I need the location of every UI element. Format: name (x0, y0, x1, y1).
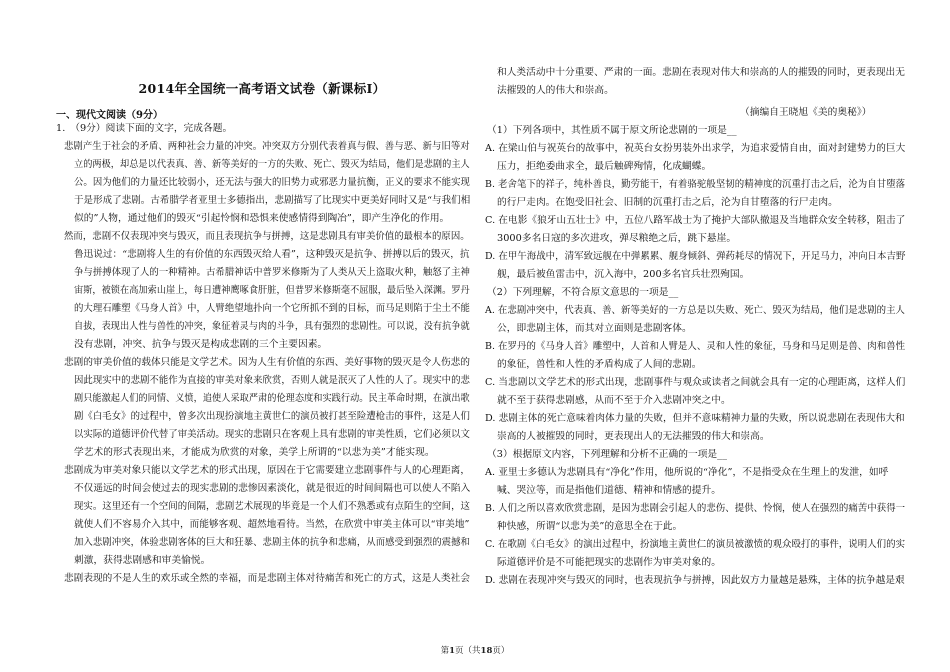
text-line: 悲剧表现的不是人生的欢乐或全然的幸福，而是悲剧主体对待痛苦和死亡的方式，这是人类社会 (64, 573, 470, 584)
option-line: 的象征，兽性和人性的矛盾构成了人间的悲剧。 (497, 359, 702, 370)
text-line: 公。因为他们的力量还比较弱小，还无法与强大的旧势力或邪恶力量抗衡，正义的要求不能实现 (74, 177, 470, 188)
footer-middle: 页（共 (455, 646, 481, 656)
option-line: 际道德评价是不可能把现实的悲剧作为审美对象的。 (497, 557, 721, 568)
option-line: A. 亚里士多德认为悲剧具有“净化”作用，他所说的“净化”，不是指受众在生理上的发泄，如呼 (485, 467, 889, 478)
text-line: 剧只能激起人们的同情、义愤，追使人采取严肃的伦理态度和实践行动。民主革命时期，在演出歌 (74, 393, 470, 404)
question-stem: （2）下列理解，不符合原文意思的一项是__ (487, 287, 679, 298)
option-line: C. 在歌剧《白毛女》的演出过程中，扮演地主黄世仁的演员被激愤的观众殴打的事件，说明人们的实 (485, 539, 906, 550)
text-line: 不仅遥远的时间会使过去的现实悲剧的悲惨因素淡化，就是很近的时间间隔也可以使人不陷入 (74, 483, 471, 494)
option-line: A. 在悲剧冲突中，代表真、善、新等美好的一方总是以失败、死亡、毁灭为结局，他们是悲剧的主人 (485, 305, 906, 316)
text-line: 然而，悲剧不仅表现冲突与毁灭，而且表现抗争与拼搏，这是悲剧具有审美价值的最根本的原因。 (64, 231, 470, 242)
option-line: 喊、哭泣等，而是指他们道德、精神和情感的提升。 (497, 485, 721, 496)
option-line: 的行尸走肉。在饱受旧社会、旧制的沉重打击之后，沦为自甘堕落的行尸走肉。 (497, 197, 838, 208)
option-line: C. 在电影《狼牙山五壮士》中，五位八路军战士为了掩护大部队撤退及当地群众安全转移，阻击了 (485, 215, 906, 226)
text-line: 以实际的道德评价代替了审美活动。现实的悲剧只在客观上具有悲剧的审美性质，它们必须以文 (74, 429, 470, 440)
text-line: 因此现实中的悲剧不能作为直接的审美对象来欣赏，否则人就是泯灭了人性的人了。现实中的悲 (74, 375, 470, 386)
exam-title: 2014年全国统一高考语文试卷（新课标Ⅰ） (138, 81, 386, 96)
source-citation: （摘编自王晓旭《美的奥秘》） (740, 107, 872, 118)
footer-suffix: 页） (492, 646, 510, 656)
text-line: 鲁迅说过：“悲剧将人生的有价值的东西毁灭给人看”，这种毁灭是抗争、拼搏以后的毁灭，抗 (74, 249, 470, 260)
text-line: 刺激，获得悲剧感和审美愉悦。 (74, 555, 211, 566)
option-line: B. 在罗丹的《马身人首》雕塑中，人首和人臂是人、灵和人性的象征，马身和马足则是兽、肉和兽性 (485, 341, 906, 352)
option-line: C. 当悲剧以文学艺术的形式出现，悲剧事件与观众或读者之间就会具有一定的心理距离，这样人们 (485, 377, 906, 388)
text-line: 和人类活动中十分重要、严肃的一面。悲剧在表现对伟大和崇高的人的摧毁的同时，更表现出无 (497, 67, 906, 78)
text-line: 学艺术的形式表现出来，才能成为欣赏的对象，美学上所谓的“以悲为美”才能实现。 (74, 447, 435, 458)
option-line: 公，即悲剧主体，而其对立面则是悲剧客体。 (497, 323, 692, 334)
text-line: 立的两极，却总是以代表真、善、新等美好的一方的失败、死亡、毁灭为结局，他们是悲剧的主人 (74, 159, 470, 170)
option-line: B. 老舍笔下的祥子，纯朴善良，勤劳能干，有着骆驼般坚韧的精神度的沉重打击之后，沦为自甘堕落 (485, 179, 906, 190)
option-line: 就不至于获得悲剧感，从而不至于介入悲剧冲突之中。 (497, 395, 731, 406)
option-line: 3000多名日寇的多次进攻，弹尽粮绝之后，跳下悬崖。 (497, 233, 737, 244)
footer-prefix: 第 (440, 646, 450, 656)
text-line: 现实。这里还有一个空间的间隔，悲剧艺术展现的毕竟是一个人们不熟悉或有点陌生的空间，这 (74, 501, 470, 512)
text-line: 加入悲剧冲突，体验悲剧客体的巨大和狂暴、悲剧主体的抗争和悲痛，从而感受到强烈的震撼和 (74, 537, 470, 548)
option-line: 崇高的人被摧毁的同时，更表现出人的无法摧毁的伟大和崇高。 (497, 431, 770, 442)
text-line: 悲剧成为审美对象只能以文学艺术的形式出现，原因在于它需要建立悲剧事件与人的心理距离， (64, 465, 470, 476)
option-line: 舰，最后被鱼雷击中，沉入海中，200多名官兵壮烈殉国。 (497, 269, 750, 280)
text-line: 的大理石雕塑《马身人首》中，人臂绝望地扑向一个它所抓不到的目标，而马足则陷于尘土不能 (74, 303, 470, 314)
text-line: 争与拼搏体现了人的一种精神。古希腊神话中普罗米修斯为了人类从天上盗取火种，触怒了主神 (74, 267, 470, 278)
text-line: 于是形成了悲剧。古希腊学者亚里士多德指出，悲剧描写了比现实中更美好同时又是“与我们相 (74, 195, 471, 206)
section-heading: 一、现代文阅读（9分） (56, 110, 163, 121)
text-line: 就使人们不容易介入其中，而能够客观、超然地看待。当然，在欣赏中审美主体可以“审美地” (74, 519, 470, 530)
option-line: 种快感，所谓“以悲为美”的意思全在于此。 (497, 521, 683, 532)
text-line: 剧《白毛女》的过程中，曾多次出现扮演地主黄世仁的演员被打甚至险遭枪击的事件，这是人们 (74, 411, 470, 422)
text-line: 宙斯，被锁在高加索山崖上，每日遭神鹰啄食肝脏，但普罗米修斯毫不屈服，最后坠入深渊。罗丹 (74, 285, 470, 296)
text-line: 悲剧的审美价值的载体只能是文学艺术。因为人生有价值的东西、美好事物的毁灭是令人伤悲的 (64, 357, 470, 368)
text-line: 悲剧产生于社会的矛盾、两种社会力量的冲突。冲突双方分别代表着真与假、善与恶、新与旧等对 (64, 141, 470, 152)
page-footer (0, 644, 950, 656)
text-line: 似的”人物，通过他们的毁灭“引起怜悯和恐惧来使感情得到陶冶”，即产生净化的作用。 (74, 213, 450, 224)
option-line: B. 人们之所以喜欢欣赏悲剧，是因为悲剧会引起人的悲伤、提供、怜悯，使人在强烈的痛苦中获得一 (485, 503, 906, 514)
page-number: 1 (449, 646, 456, 656)
text-line: 没有悲剧，冲突、抗争与毁灭是构成悲剧的三个主要因素。 (74, 339, 328, 350)
option-line: D. 在甲午海战中，清军致远舰在中弹累累、舰身倾斜、弹药耗尽的情况下，开足马力，冲向日本吉野 (485, 251, 906, 262)
option-line: A. 在梁山伯与祝英台的故事中，祝英台女扮男装外出求学，为追求爱情自由，面对封建势力的巨大 (485, 143, 906, 154)
question-stem: （1）下列各项中，其性质不属于原文所论悲剧的一项是__ (487, 125, 737, 136)
text-line: 法摧毁的人的伟大和崇高。 (497, 85, 614, 96)
option-line: 压力，拒绝委曲求全，最后触碑殉情，化成蝴蝶。 (497, 161, 712, 172)
page-total: 18 (480, 646, 493, 656)
option-line: D. 悲剧主体的死亡意味着肉体力量的失败，但并不意味精神力量的失败，所以说悲剧在表现伟大和 (485, 413, 905, 424)
question-stem: （3）根据原文内容，下列理解和分析不正确的一项是__ (487, 449, 727, 460)
question-stem: 1. （9分）阅读下面的文字，完成各题。 (56, 123, 233, 134)
option-line: D. 悲剧在表现冲突与毁灭的同时，也表现抗争与拼搏，因此奴方力量越是悬殊，主体的抗争越是艰 (485, 575, 905, 586)
text-line: 自拔，表现出人性与兽性的冲突，象征着灵与肉的斗争，具有强烈的悲剧性。可以说，没有抗争就 (74, 321, 470, 332)
